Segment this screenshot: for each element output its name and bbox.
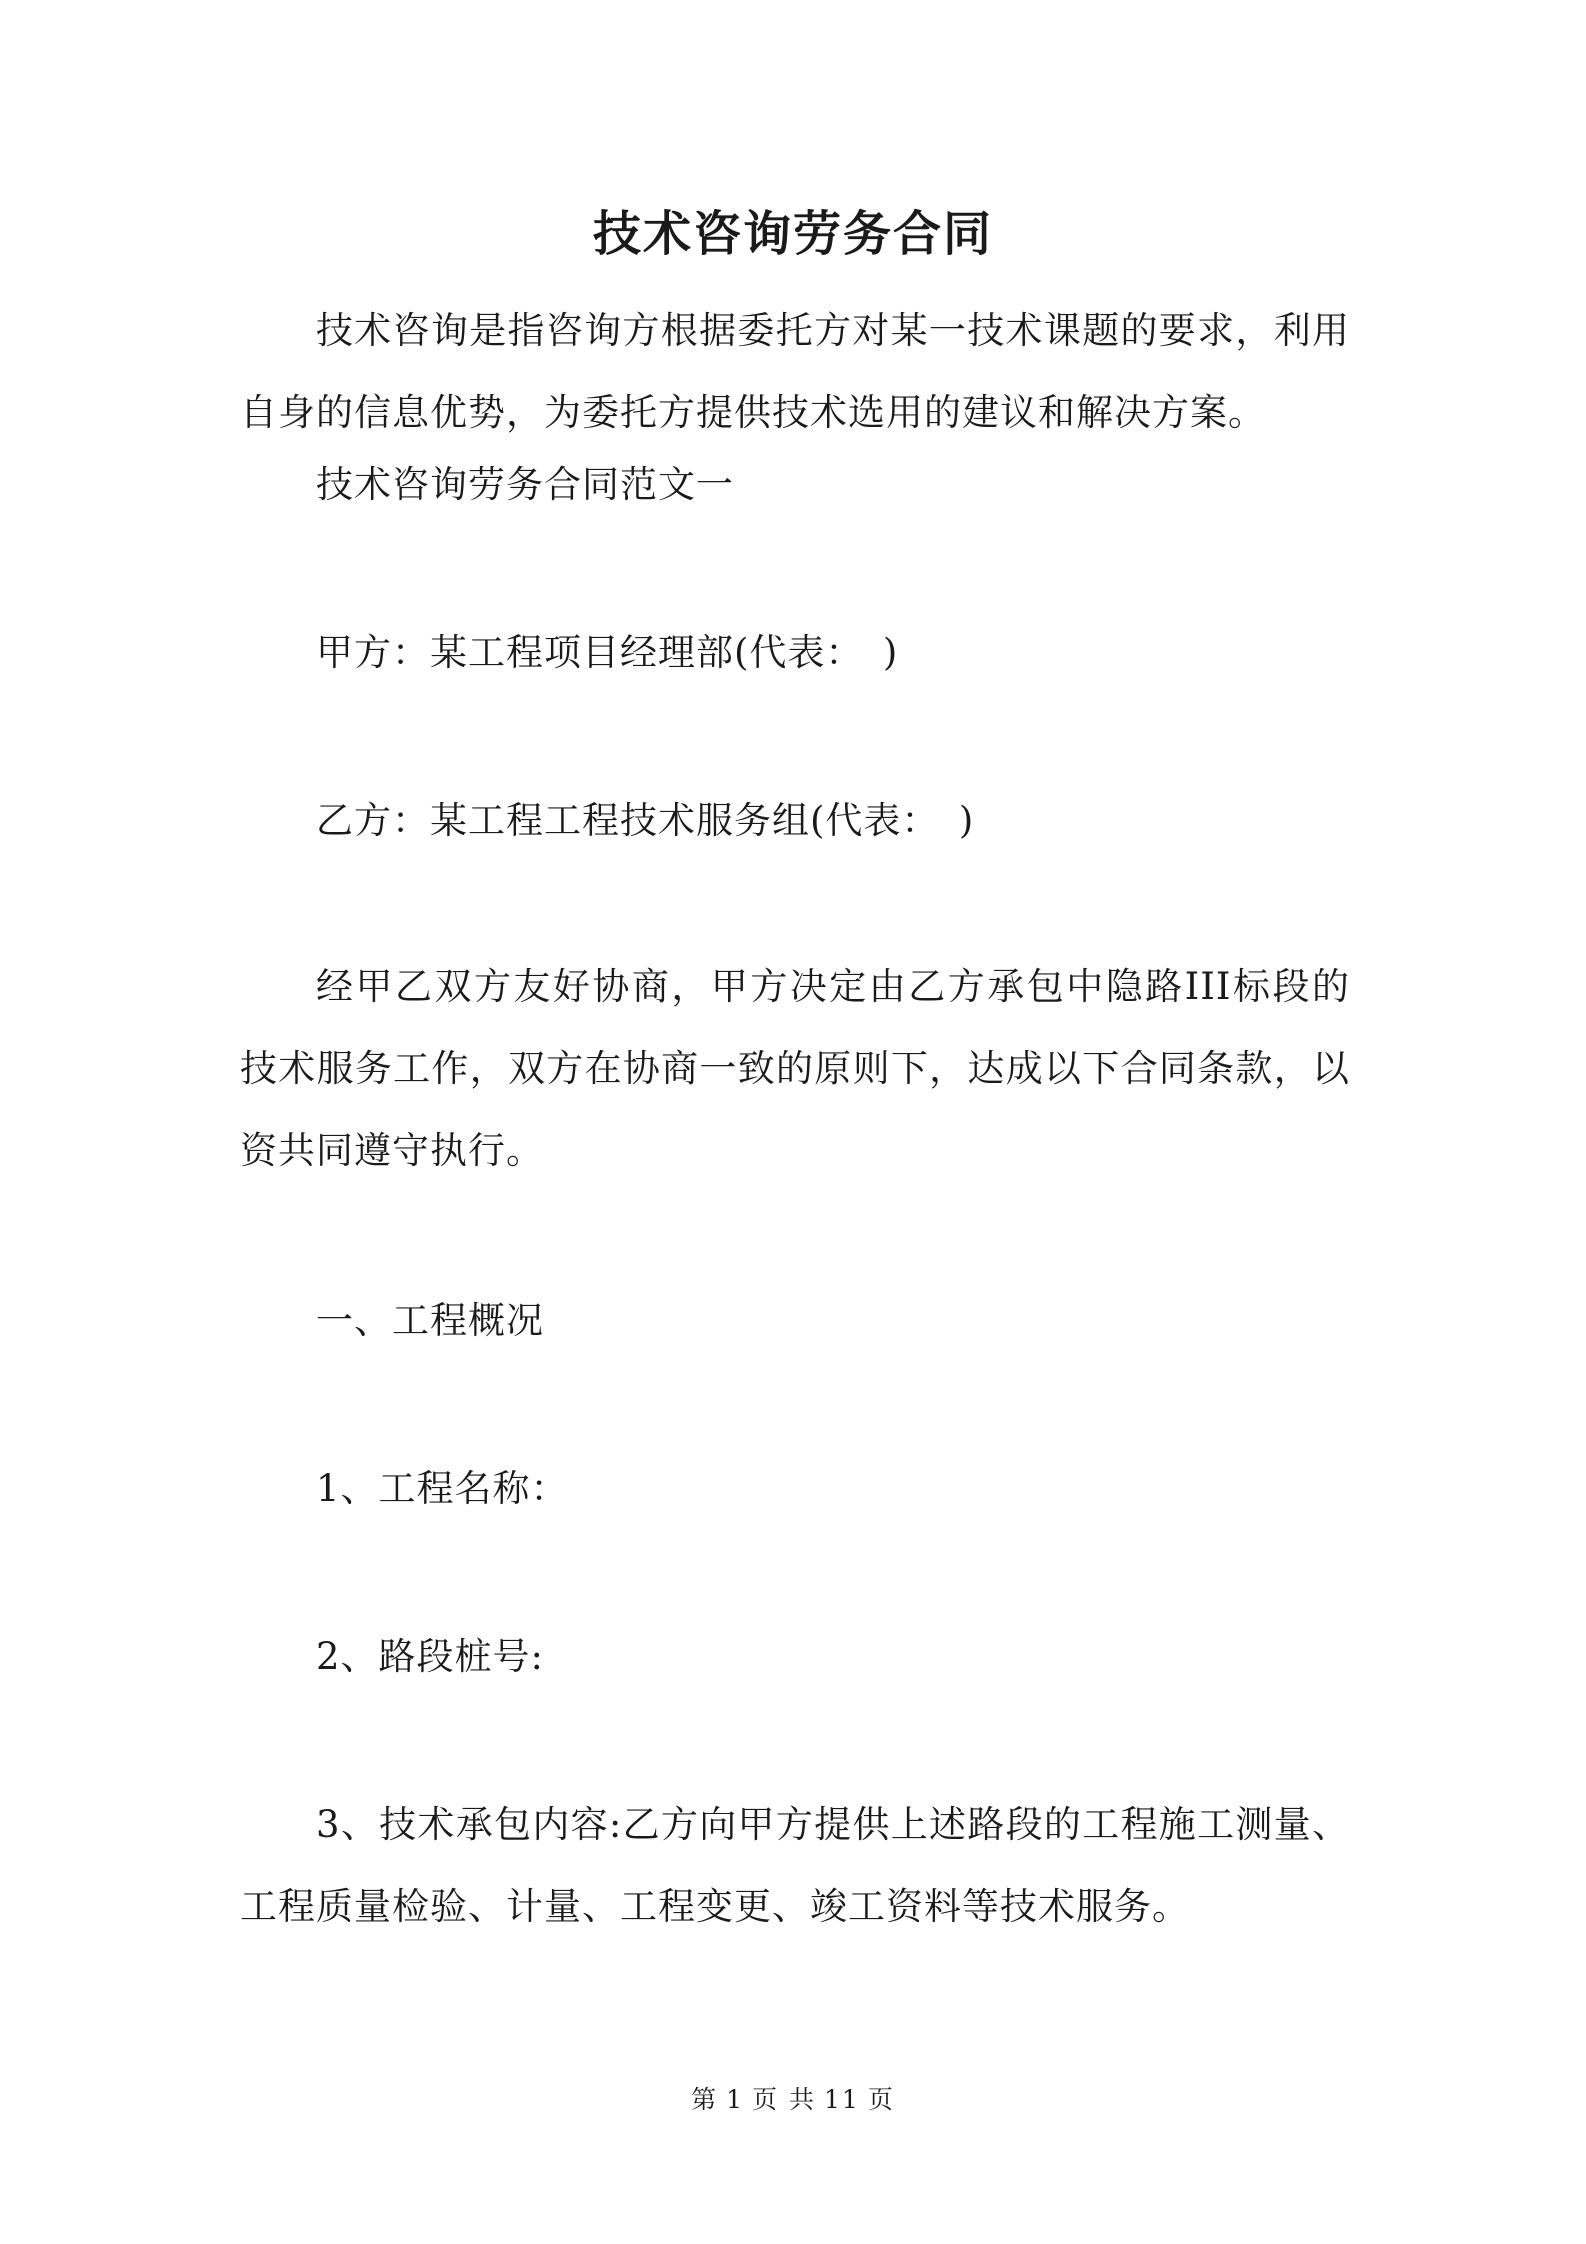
agreement-paragraph: 经甲乙双方友好协商，甲方决定由乙方承包中隐路III标段的技术服务工作，双方在协商一致的原则下，达成以下合同条款，以资共同遵守执行。: [240, 965, 1350, 1172]
page-footer: [0, 2082, 1586, 2118]
section-heading-overview: 一、工程概况: [316, 1299, 544, 1342]
item-technical-scope: 3、技术承包内容:乙方向甲方提供上述路段的工程施工测量、工程质量检验、计量、工程变更、竣工资料等技术服务。: [240, 1803, 1350, 1928]
footer-total-pages: 11: [824, 2085, 860, 2114]
footer-suffix: 页: [867, 2085, 895, 2114]
intro-paragraph: 技术咨询是指咨询方根据委托方对某一技术课题的要求，利用自身的信息优势，为委托方提供技术选用的建议和解决方案。: [240, 309, 1350, 434]
item-project-name: 1、工程名称：: [316, 1467, 569, 1510]
item-section-stake: 2、路段桩号:: [316, 1635, 545, 1678]
party-a-line: 甲方：某工程项目经理部(代表： ): [316, 631, 899, 674]
footer-mid: 页 共: [752, 2085, 817, 2114]
document-title: 技术咨询劳务合同: [592, 206, 993, 262]
footer-page-number: 1: [726, 2085, 745, 2114]
party-b-line: 乙方：某工程工程技术服务组(代表： ): [316, 799, 975, 842]
sample-heading: 技术咨询劳务合同范文一: [316, 463, 734, 506]
footer-prefix: 第: [691, 2085, 719, 2114]
